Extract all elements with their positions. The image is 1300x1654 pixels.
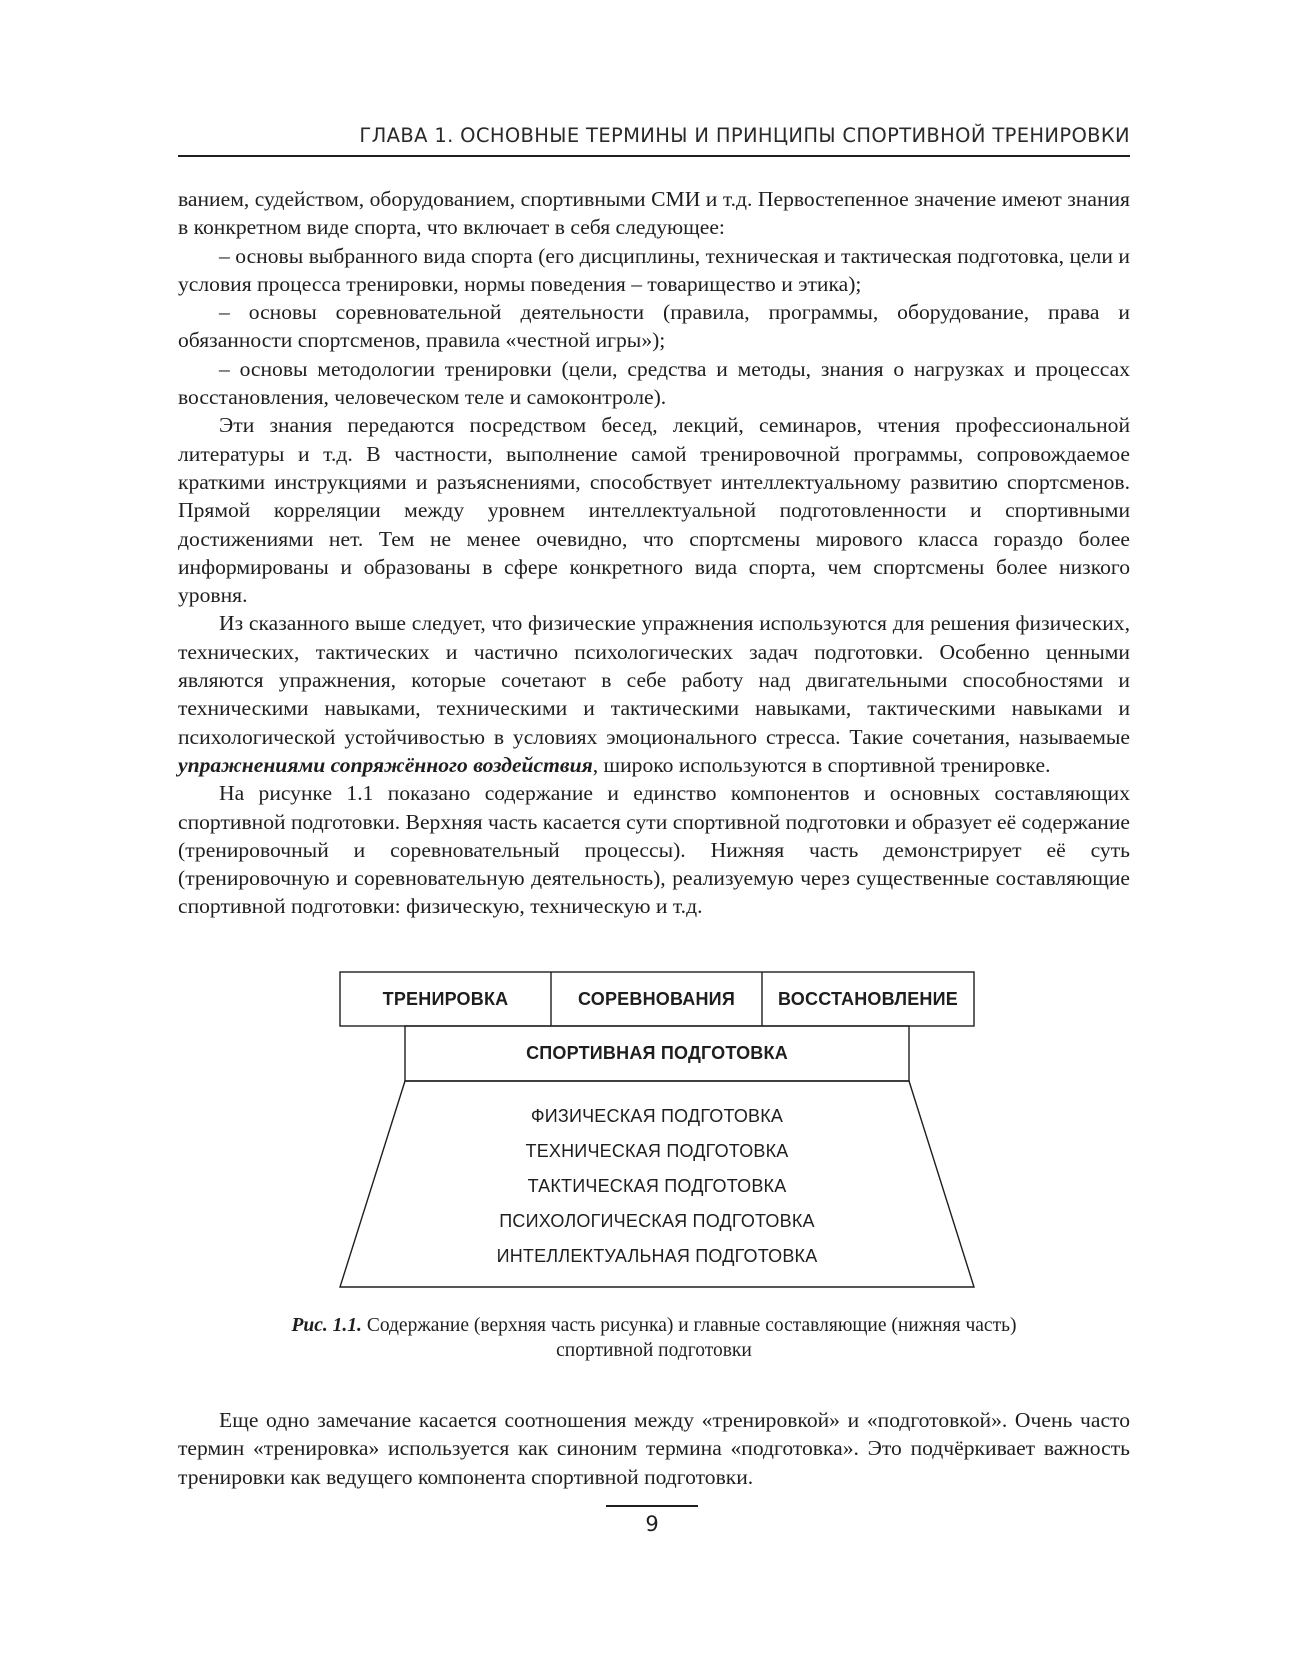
figure-caption xyxy=(178,1313,1130,1363)
caption-line: спортивной подготовки xyxy=(556,1340,752,1361)
figure-cell-competitions: СОРЕВНОВАНИЯ xyxy=(578,988,735,1009)
paragraph xyxy=(178,609,1130,779)
paragraph: Эти знания передаются посредством бесед, лекций, семинаров, чтения профессиональной литературы и т.д. В частности, выполнение самой тренировочной программы, сопровождаемое краткими инструкциями и разъяснениями, способствует интеллектуальному развитию спортсменов. Прямой корреляции между уровнем интеллектуальной подготовленности и спортивными достижениями нет. Тем не менее очевидно, что спортсмены мирового класса гораздо более информированы и образованы в сфере конкретного вида спорта, чем спортсмены более низкого уровня. xyxy=(178,413,1130,608)
page-number: 9 xyxy=(645,1512,659,1536)
caption-text: Содержание (верхняя часть рисунка) и главные составляющие (нижняя часть) xyxy=(361,1315,1017,1336)
folio-rule xyxy=(606,1505,698,1507)
list-item: – основы выбранного вида спорта (его дисциплины, техническая и тактическая подготовка, цели и условия процесса тренировки, нормы поведения – товарищество и этика); xyxy=(178,243,1130,296)
paragraph-text: Из сказанного выше следует, что физические упражнения используются для решения физических, технических, тактических и частично психологических задач подготовки. Особенно ценными являются упражнения, которые сочетают в себе работу над двигательными способностями и техническими навыками, техническими и тактическими навыками, тактическими навыками и психологической устойчивостью в условиях эмоционального стресса. Такие сочетания, называемые xyxy=(178,611,1130,749)
running-head: ГЛАВА 1. ОСНОВНЫЕ ТЕРМИНЫ И ПРИНЦИПЫ СПОРТИВНОЙ ТРЕНИРОВКИ xyxy=(359,124,1130,147)
figure-component: ТЕХНИЧЕСКАЯ ПОДГОТОВКА xyxy=(525,1141,789,1161)
figure-component: ТАКТИЧЕСКАЯ ПОДГОТОВКА xyxy=(527,1176,787,1196)
caption-label: Рис. 1.1. xyxy=(291,1315,362,1336)
paragraph-text: , широко используются в спортивной тренировке. xyxy=(592,752,1051,777)
caption-line xyxy=(178,1313,1130,1338)
components-trapezoid xyxy=(340,1081,974,1287)
top-row-box xyxy=(340,972,974,1026)
paragraph: На рисунке 1.1 показано содержание и единство компонентов и основных составляющих спортивной подготовки. Верхняя часть касается сути спортивной подготовки и образует её содержание (тренировочный и соревновательный процессы). Нижняя часть демонстрирует её суть (тренировочную и соревновательную деятельность), реализуемую через существенные составляющие спортивной подготовки: физическую, техническую и т.д. xyxy=(178,781,1130,919)
figure-cell-training: ТРЕНИРОВКА xyxy=(382,988,509,1009)
body-text xyxy=(178,185,1130,921)
emphasized-term: упражнениями сопряжённого воздействия xyxy=(178,752,593,777)
list-item: – основы методологии тренировки (цели, средства и методы, знания о нагрузках и процессах восстановления, человеческом теле и самоконтроле). xyxy=(178,356,1130,410)
list-item: – основы соревновательной деятельности (правила, программы, оборудование, права и обязанности спортсменов, правила «честной игры»); xyxy=(178,300,1130,353)
figure-component: ИНТЕЛЛЕКТУАЛЬНАЯ ПОДГОТОВКА xyxy=(496,1246,818,1266)
figure-cell-recovery: ВОССТАНОВЛЕНИЕ xyxy=(778,988,958,1009)
middle-box xyxy=(405,1026,909,1081)
figure-component: ПСИХОЛОГИЧЕСКАЯ ПОДГОТОВКА xyxy=(499,1211,815,1231)
figure-cell-sport-preparation: СПОРТИВНАЯ ПОДГОТОВКА xyxy=(526,1043,788,1063)
paragraph: ванием, судейством, оборудованием, спортивными СМИ и т.д. Первостепенное значение имеют знания в конкретном виде спорта, что включает в себя следующее: xyxy=(178,187,1130,240)
header-rule xyxy=(178,155,1130,157)
body-text-after-figure xyxy=(178,1406,1130,1491)
paragraph: Еще одно замечание касается соотношения между «тренировкой» и «подготовкой». Очень часто термин «тренировка» используется как синоним термина «подготовка». Это подчёркивает важность тренировки как ведущего компонента спортивной подготовки. xyxy=(178,1408,1130,1489)
figure-component: ФИЗИЧЕСКАЯ ПОДГОТОВКА xyxy=(530,1106,784,1126)
